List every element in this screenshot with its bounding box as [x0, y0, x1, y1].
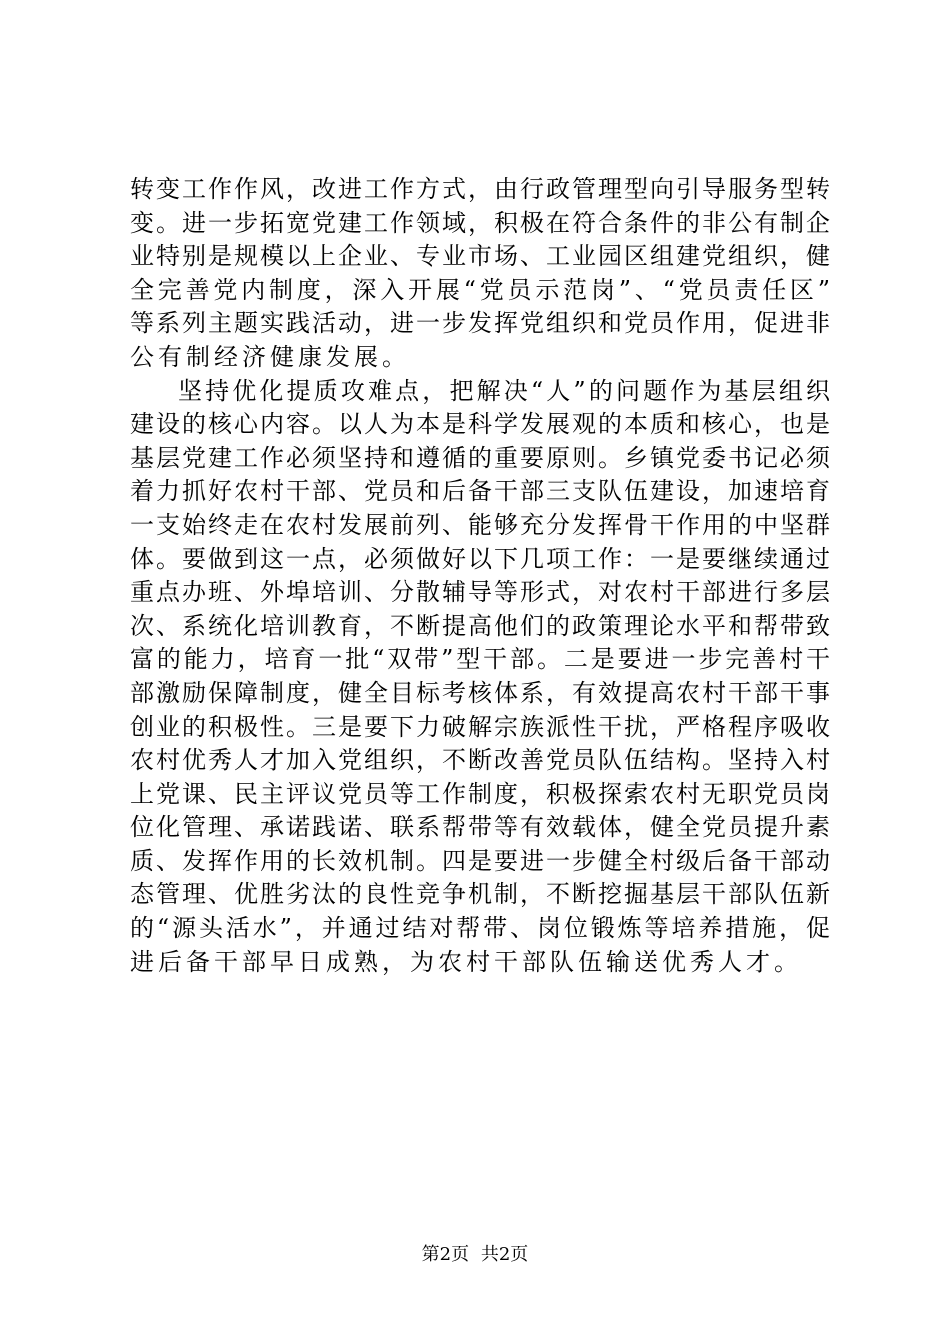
text-line: 质、发挥作用的长效机制。四是要进一步健全村级后备干部动: [130, 846, 830, 875]
text-line: 创业的积极性。三是要下力破解宗族派性干扰，严格程序吸收: [130, 712, 830, 741]
text-line: 次、系统化培训教育，不断提高他们的政策理论水平和帮带致: [130, 611, 830, 640]
text-line: 上党课、民主评议党员等工作制度，积极探索农村无职党员岗: [130, 779, 830, 808]
text-line: 业特别是规模以上企业、专业市场、工业园区组建党组织，健: [130, 242, 830, 271]
text-line: 位化管理、承诺践诺、联系帮带等有效载体，健全党员提升素: [130, 813, 830, 842]
text-line: 进后备干部早日成熟，为农村干部队伍输送优秀人才。: [130, 947, 802, 976]
text-line: 着力抓好农村干部、党员和后备干部三支队伍建设，加速培育: [130, 477, 830, 506]
text-line: 变。进一步拓宽党建工作领域，积极在符合条件的非公有制企: [130, 208, 830, 237]
page-total: 共2页: [480, 1244, 529, 1265]
text-line: 体。要做到这一点，必须做好以下几项工作：一是要继续通过: [130, 544, 830, 573]
text-line: 基层党建工作必须坚持和遵循的重要原则。乡镇党委书记必须: [130, 443, 830, 472]
page-footer: [0, 1243, 950, 1267]
body-text: [130, 173, 830, 979]
text-line: 一支始终走在农村发展前列、能够充分发挥骨干作用的中坚群: [130, 510, 830, 539]
paragraph-2: [130, 375, 830, 980]
text-line: 转变工作作风，改进工作方式，由行政管理型向引导服务型转: [130, 175, 830, 203]
text-line: 态管理、优胜劣汰的良性竞争机制，不断挖掘基层干部队伍新: [130, 880, 830, 909]
page-number: 第2页: [421, 1244, 470, 1265]
text-line: 公有制经济健康发展。: [130, 342, 410, 371]
text-line: 部激励保障制度，健全目标考核体系，有效提高农村干部干事: [130, 678, 830, 707]
text-line: 坚持优化提质攻难点，把解决“人”的问题作为基层组织: [178, 376, 830, 405]
text-line: 全完善党内制度，深入开展“党员示范岗”、“党员责任区”: [130, 275, 830, 304]
text-line: 等系列主题实践活动，进一步发挥党组织和党员作用，促进非: [130, 309, 830, 338]
text-line: 建设的核心内容。以人为本是科学发展观的本质和核心，也是: [130, 410, 830, 439]
text-line: 重点办班、外埠培训、分散辅导等形式，对农村干部进行多层: [130, 578, 830, 607]
text-line: 的“源头活水”，并通过结对帮带、岗位锻炼等培养措施，促: [130, 914, 830, 943]
paragraph-1: [130, 173, 830, 375]
text-line: 富的能力，培育一批“双带”型干部。二是要进一步完善村干: [130, 645, 830, 674]
text-line: 农村优秀人才加入党组织，不断改善党员队伍结构。坚持入村: [130, 746, 830, 775]
